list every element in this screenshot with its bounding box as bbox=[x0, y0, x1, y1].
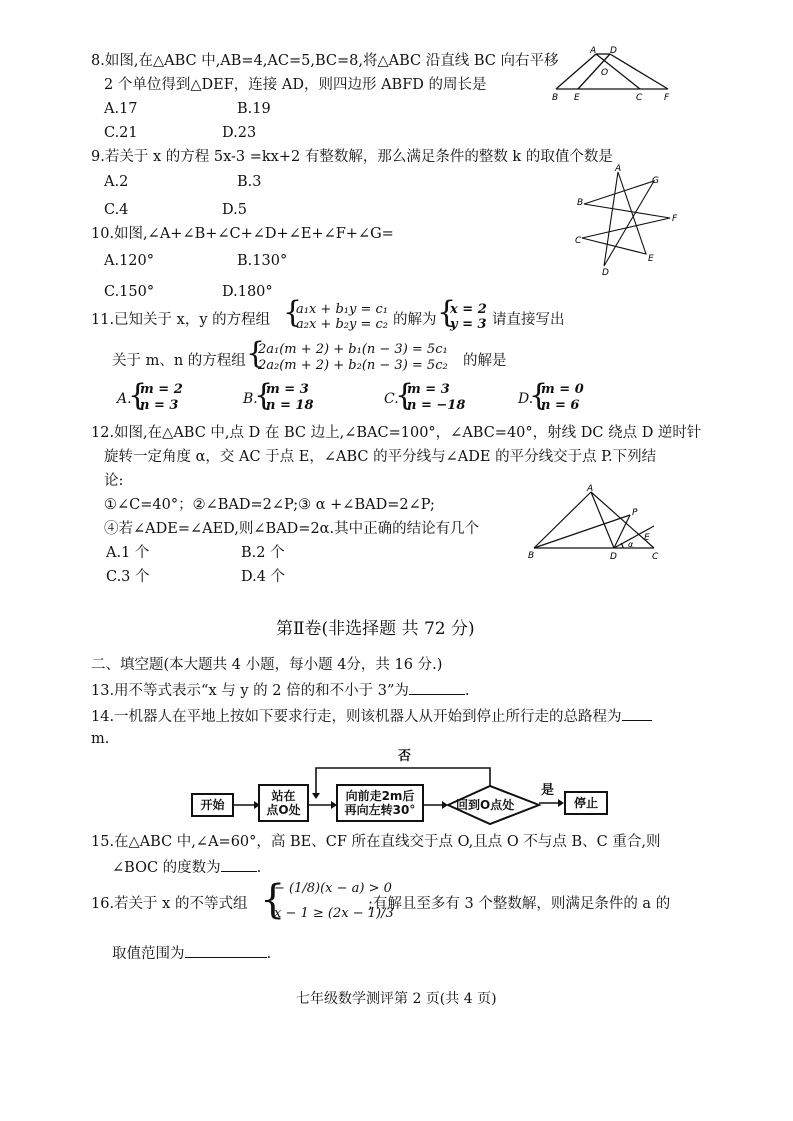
q11-tail2: 的解是 bbox=[463, 353, 507, 369]
q11-option-d-eq1: m = 0 bbox=[541, 382, 584, 397]
q13-end: . bbox=[464, 683, 470, 699]
q12-label-a: A bbox=[587, 484, 594, 494]
q11-option-a-brace: { bbox=[128, 378, 148, 413]
flow-no-label: 否 bbox=[398, 749, 412, 764]
q11-lead: 11.已知关于 x，y 的方程组 bbox=[91, 312, 271, 328]
q16-text: 取值范围为 bbox=[112, 946, 185, 962]
q11-sol-brace: { bbox=[437, 295, 457, 330]
q11-option-b-eq2: n = 18 bbox=[266, 398, 314, 413]
q9-option-b: B.3 bbox=[237, 174, 262, 190]
q11-sys1-brace: { bbox=[283, 295, 303, 330]
flow-start-text: 开始 bbox=[200, 798, 225, 812]
q8-stem-line2: 2 个单位得到△DEF，连接 AD，则四边形 ABFD 的周长是 bbox=[104, 77, 487, 93]
part2-heading: 二、填空题(本大题共 4 小题，每小题 4分，共 16 分.) bbox=[91, 657, 443, 673]
q16-ineq1: − (1/8)(x − a) > 0 bbox=[274, 881, 392, 896]
q12-label-c: C bbox=[652, 552, 659, 562]
page-footer: 七年级数学测评第 2 页(共 4 页) bbox=[296, 991, 497, 1007]
q14-unit: m. bbox=[91, 731, 110, 747]
q13-answer-blank[interactable] bbox=[409, 680, 465, 695]
q11-sys2-brace: { bbox=[246, 336, 266, 371]
q11-sys2-eq1: 2a₁(m + 2) + b₁(n − 3) = 5c₁ bbox=[258, 342, 448, 357]
q12-option-b: B.2 个 bbox=[241, 545, 285, 561]
q10-option-a: A.120° bbox=[104, 253, 155, 269]
q10-label-c: C bbox=[575, 236, 582, 246]
q11-option-d-brace: { bbox=[529, 378, 549, 413]
q16-line2 bbox=[112, 943, 271, 963]
q8-label-f: F bbox=[664, 93, 670, 103]
section-title: 第Ⅱ卷(非选择题 共 72 分) bbox=[276, 619, 475, 639]
q12-figure bbox=[526, 482, 668, 566]
q11-mid: 的解为 bbox=[393, 312, 437, 328]
q12-label-alpha: α bbox=[628, 540, 634, 549]
flow-move-text2: 再向左转30° bbox=[344, 803, 416, 817]
q9-option-a: A.2 bbox=[104, 174, 129, 190]
q11-option-a-eq2: n = 3 bbox=[140, 398, 179, 413]
q12-label-p: P bbox=[632, 508, 638, 518]
q11-lead2: 关于 m、n 的方程组 bbox=[112, 353, 246, 369]
q11-sys1-eq1: a₁x + b₁y = c₁ bbox=[296, 302, 388, 317]
q10-label-d: D bbox=[602, 268, 609, 278]
q10-label-a: A bbox=[615, 164, 622, 174]
q13-text: 13.用不等式表示“x 与 y 的 2 倍的和不小于 3”为 bbox=[91, 683, 409, 699]
q11-sys2-eq2: 2a₂(m + 2) + b₂(n − 3) = 5c₂ bbox=[258, 358, 448, 373]
q11-option-b-brace: { bbox=[254, 378, 274, 413]
q11-option-b-eq1: m = 3 bbox=[266, 382, 309, 397]
q8-option-c: C.21 bbox=[104, 125, 138, 141]
q16-tail: ;有解且至多有 3 个整数解，则满足条件的 a 的 bbox=[368, 896, 671, 912]
q11-option-b-label: B. bbox=[243, 391, 258, 407]
q11-option-d-label: D. bbox=[518, 391, 534, 407]
q8-option-b: B.19 bbox=[237, 101, 271, 117]
q11-option-c-label: C. bbox=[384, 391, 399, 407]
q11-option-a-label: A. bbox=[117, 391, 132, 407]
q14-text: 14.一机器人在平地上按如下要求行走，则该机器人从开始到停止所行走的总路程为 bbox=[91, 709, 622, 725]
q12-option-a: A.1 个 bbox=[106, 545, 150, 561]
q16-answer-blank[interactable] bbox=[185, 943, 267, 958]
q10-option-c: C.150° bbox=[104, 284, 155, 300]
q8-label-b: B bbox=[552, 93, 559, 103]
flow-move-text1: 向前走2m后 bbox=[345, 789, 415, 803]
q8-label-o: O bbox=[601, 68, 609, 78]
flow-start-box bbox=[191, 793, 234, 817]
q16-ineq2: x − 1 ≥ (2x − 1)/3 bbox=[274, 906, 394, 921]
q9-option-c: C.4 bbox=[104, 202, 129, 218]
q12-label-d: D bbox=[610, 552, 617, 562]
q11-sol-eq1: x = 2 bbox=[450, 302, 487, 317]
q12-option-d: D.4 个 bbox=[241, 569, 286, 585]
q10-option-b: B.130° bbox=[237, 253, 288, 269]
q9-stem: 9.若关于 x 的方程 5x-3 =kx+2 有整数解，那么满足条件的整数 k 的取值个数是 bbox=[91, 149, 613, 165]
q10-label-e: E bbox=[648, 254, 654, 264]
q8-option-d: D.23 bbox=[222, 125, 257, 141]
flow-stand-box bbox=[258, 784, 309, 822]
q15-end: . bbox=[256, 860, 262, 876]
flow-stand-text1: 站在 bbox=[271, 789, 296, 803]
q12-line4: ①∠C=40°；②∠BAD=2∠P;③ α +∠BAD=2∠P; bbox=[104, 497, 435, 513]
q10-label-f: F bbox=[672, 214, 678, 224]
flow-move-box bbox=[336, 784, 424, 822]
q11-option-c-brace: { bbox=[395, 378, 415, 413]
q11-option-d-eq2: n = 6 bbox=[541, 398, 580, 413]
q8-label-a: A bbox=[590, 46, 597, 56]
q11-sys1-eq2: a₂x + b₂y = c₂ bbox=[296, 317, 388, 332]
q8-figure bbox=[548, 44, 678, 106]
q13-stem bbox=[91, 680, 469, 700]
q12-line5: ④若∠ADE=∠AED,则∠BAD=2α.其中正确的结论有几个 bbox=[104, 521, 480, 537]
flow-stop-text: 停止 bbox=[573, 796, 598, 810]
q14-answer-blank[interactable] bbox=[622, 706, 652, 721]
q16-end: . bbox=[266, 946, 272, 962]
q10-label-b: B bbox=[577, 198, 584, 208]
q11-tail: 请直接写出 bbox=[492, 312, 565, 328]
q12-option-c: C.3 个 bbox=[106, 569, 150, 585]
q10-star-figure bbox=[568, 162, 688, 280]
q11-sol-eq2: y = 3 bbox=[450, 317, 487, 332]
q8-label-c: C bbox=[636, 93, 643, 103]
q8-label-d: D bbox=[610, 46, 617, 56]
q15-line1: 15.在△ABC 中,∠A=60°，高 BE、CF 所在直线交于点 O,且点 O 不与点 B、C 重合,则 bbox=[91, 834, 661, 850]
q16-lead: 16.若关于 x 的不等式组 bbox=[91, 896, 248, 912]
q11-option-a-eq1: m = 2 bbox=[140, 382, 183, 397]
q12-line2: 旋转一定角度 α，交 AC 于点 E，∠ABC 的平分线与∠ADE 的平分线交于点 P.下列结 bbox=[104, 449, 657, 465]
q8-line-ab bbox=[556, 54, 596, 89]
q12-line3: 论: bbox=[104, 473, 124, 489]
q12-line1: 12.如图,在△ABC 中,点 D 在 BC 边上,∠BAC=100°，∠ABC=40°，射线 DC 绕点 D 逆时针 bbox=[91, 425, 702, 441]
flow-check-text: 回到O点处 bbox=[456, 798, 515, 812]
q8-label-e: E bbox=[574, 93, 580, 103]
q10-label-g: G bbox=[652, 176, 659, 186]
q8-stem-line1: 8.如图,在△ABC 中,AB=4,AC=5,BC=8,将△ABC 沿直线 BC 向右平移 bbox=[91, 53, 559, 69]
q11-option-c-eq2: n = −18 bbox=[407, 398, 466, 413]
q8-option-a: A.17 bbox=[104, 101, 138, 117]
flow-stand-text2: 点O处 bbox=[266, 803, 301, 817]
flow-yes-label: 是 bbox=[541, 783, 555, 798]
q16-brace: { bbox=[260, 877, 286, 923]
q9-option-d: D.5 bbox=[222, 202, 247, 218]
q12-label-e: E bbox=[644, 533, 650, 543]
q15-answer-blank[interactable] bbox=[221, 857, 257, 872]
q10-stem: 10.如图,∠A+∠B+∠C+∠D+∠E+∠F+∠G= bbox=[91, 226, 394, 242]
q11-option-c-eq1: m = 3 bbox=[407, 382, 450, 397]
q14-stem bbox=[91, 706, 652, 726]
q12-label-b: B bbox=[528, 551, 535, 561]
q15-text: ∠BOC 的度数为 bbox=[112, 860, 221, 876]
q15-line2 bbox=[112, 857, 261, 877]
flow-stop-box bbox=[564, 791, 608, 815]
q10-option-d: D.180° bbox=[222, 284, 273, 300]
